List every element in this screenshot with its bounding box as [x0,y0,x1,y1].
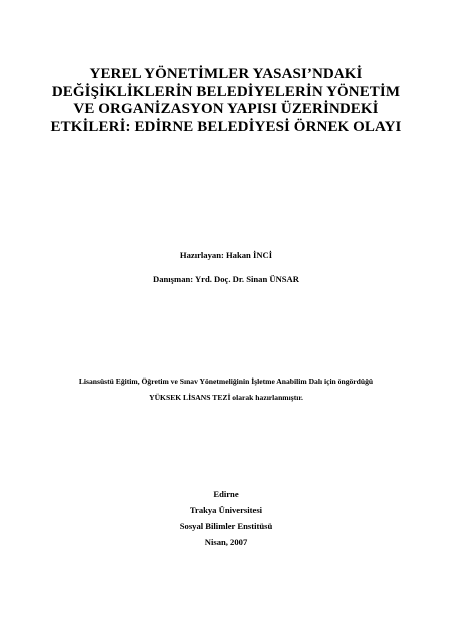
advisor: Danışman: Yrd. Doç. Dr. Sinan ÜNSAR [153,274,299,284]
prepared-by: Hazırlayan: Hakan İNCİ [179,250,273,260]
degree-description-line-1: Lisansüstü Eğitim, Öğretim ve Sınav Yönetmeliğinin İşletme Anabilim Dalı için öngördüğü [78,377,374,386]
date: Nisan, 2007 [204,537,248,547]
university: Trakya Üniversitesi [189,505,263,515]
thesis-title-line: ETKİLERİ: EDİRNE BELEDİYESİ ÖRNEK OLAYI [50,118,402,135]
thesis-title-line: YEREL YÖNETİMLER YASASI’NDAKİ [89,66,363,82]
city: Edirne [213,489,239,499]
institute: Sosyal Bilimler Enstitüsü [179,521,273,531]
thesis-title [40,66,412,136]
degree-description-line-2: YÜKSEK LİSANS TEZİ olarak hazırlanmıştır. [149,393,303,402]
thesis-title-line: VE ORGANİZASYON YAPISI ÜZERİNDEKİ [73,101,379,117]
thesis-title-line: DEĞİŞİKLİKLERİN BELEDİYELERİN YÖNETİM [51,83,401,100]
